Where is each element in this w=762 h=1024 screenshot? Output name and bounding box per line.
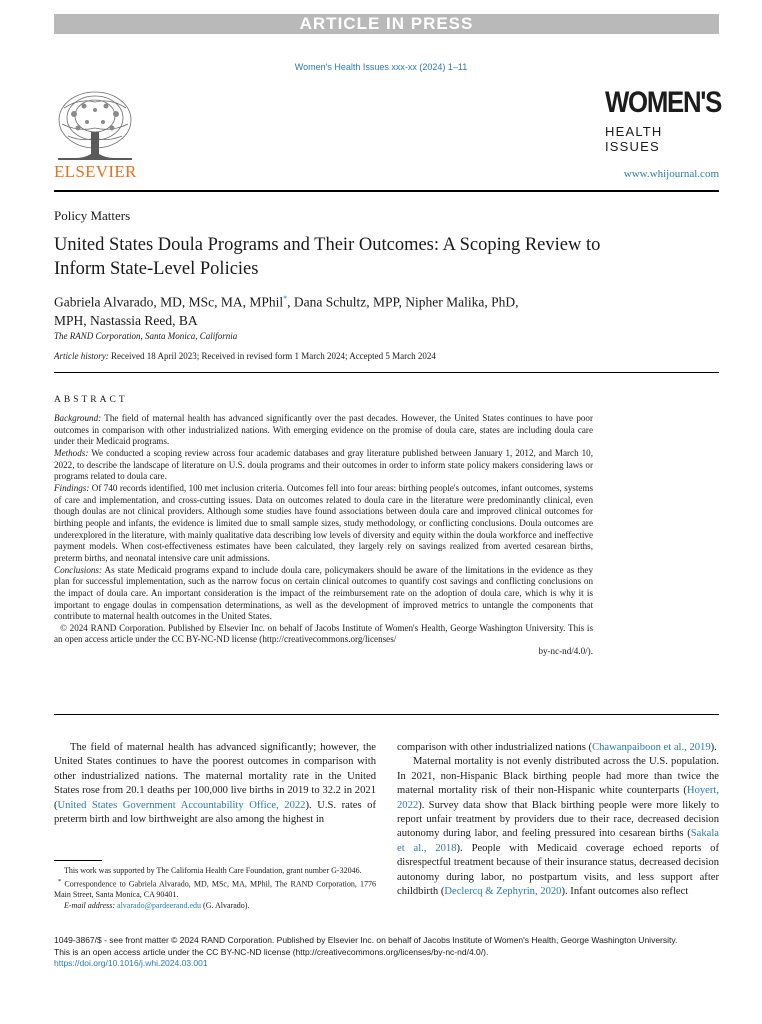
journal-logo-line2: HEALTH ISSUES — [605, 124, 663, 154]
body-text: ). Survey data show that Black birthing people were more likely to report unfair treatment by providers due to their race, decreased decision autonomy during labor, and feeling pressured into cesarean births ( — [397, 799, 719, 840]
body-paragraph — [397, 741, 719, 755]
background-text: The field of maternal health has advanced significantly over the past decades. However, the United States continues to have poor outcomes in comparison with other industrialized nations. With emerging evidence on the promise of doula care, states are including doula care under their Medicaid programs. — [54, 413, 593, 447]
conclusions-label: Conclusions: — [54, 564, 102, 575]
first-author: Gabriela Alvarado, MD, MSc, MA, MPhil — [54, 294, 284, 310]
body-column-right — [397, 741, 719, 899]
body-column-left — [54, 741, 376, 827]
body-text: Maternal mortality is not evenly distributed across the U.S. population. In 2021, non-Hispanic Black birthing people had more than twice the maternal mortality risk of their non-Hispanic white counterparts ( — [397, 756, 719, 797]
journal-logo — [605, 86, 722, 154]
body-text: ). Infant outcomes also reflect — [561, 886, 689, 898]
journal-url-link[interactable]: www.whijournal.com — [623, 168, 719, 180]
abstract-conclusions — [54, 565, 593, 623]
correspondence-mark: * — [58, 877, 62, 885]
other-authors: , Dana Schultz, MPP, Nipher Malika, PhD, MPH, Nastassia Reed, BA — [54, 294, 519, 328]
body-paragraph — [397, 755, 719, 899]
methods-text: We conducted a scoping review across four academic databases and gray literature published between January 1, 2012, and March 10, 2022, to describe the landscape of literature on U.S. doula programs and their outcomes in order to inform state policy makers considering laws or programs related to doula care. — [54, 447, 593, 482]
citation-link[interactable]: Declercq & Zephyrin, 2020 — [444, 886, 562, 898]
body-text: comparison with other industrialized nations ( — [397, 742, 593, 753]
article-in-press-banner: ARTICLE IN PRESS — [54, 14, 719, 34]
footnote-divider — [54, 860, 102, 861]
abstract-license-link[interactable]: by-nc-nd/4.0/). — [538, 646, 593, 657]
abstract-bottom-divider — [54, 714, 719, 715]
body-text: ). — [710, 742, 717, 753]
history-label: Article history: — [54, 351, 109, 361]
funding-footnote: This work was supported by The California Health Care Foundation, grant number G-32046. — [64, 866, 362, 875]
corresponding-author-mark[interactable]: * — [283, 294, 288, 303]
email-suffix: (G. Alvarado). — [201, 901, 250, 911]
body-text: ). People with Medicaid coverage echoed reports of disrespectful treatment because of their insurance status, decreased decision autonomy during labor, no postpartum visits, and less support after childbirth ( — [397, 842, 719, 898]
front-matter-line: 1049-3867/$ - see front matter © 2024 RAND Corporation. Published by Elsevier Inc. on behalf of Jacobs Institute of Women's Health, George Washington University. — [54, 935, 678, 945]
article-history — [54, 351, 436, 361]
conclusions-text: As state Medicaid programs expand to include doula care, policymakers should be aware of the limitations in the evidence as they plan for successful implementation, such as the narrow focus on certain clinical outcomes to quantify cost savings and conflicting conclusions on the impact of doula care. An important consideration is the impact of the reimbursement rate on the adoption of doula care, which is why it is important to engage doulas in compensation determinations, as well as the development of improved metrics to untangle the components that contribute to maternal health outcomes in the United States. — [54, 564, 593, 622]
doi-link[interactable]: https://doi.org/10.1016/j.whi.2024.03.001 — [54, 958, 208, 968]
background-label: Background: — [54, 413, 102, 423]
email-footnote — [54, 901, 376, 912]
journal-logo-line1: WOMEN'S — [605, 86, 722, 119]
email-link[interactable]: alvarado@pardeerand.edu — [117, 901, 202, 911]
affiliation: The RAND Corporation, Santa Monica, California — [54, 331, 238, 341]
abstract-heading: ABSTRACT — [54, 395, 128, 405]
article-title: United States Doula Programs and Their Outcomes: A Scoping Review to Inform State-Level Policies — [54, 235, 601, 279]
header-divider — [54, 190, 719, 192]
abstract-findings — [54, 483, 593, 565]
methods-label: Methods: — [54, 447, 89, 458]
section-label: Policy Matters — [54, 208, 131, 223]
findings-text: Of 740 records identified, 100 met inclusion criteria. Outcomes fell into four areas: birthing people's outcomes, infant outcomes, systems of care and implementation, and cross-cutting issues. Data on outcomes related to doula care in the literature were predominantly clinical, even though doulas are not clinical providers. Although some studies have found associations between doula care and improved clinical outcomes for birthing people and infants, the evidence is limited due to small sample sizes, study methodology, or conflicting conclusions. Doula outcomes are underexplored in the literature, with mainly qualitative data describing low levels of diversity and equity within the doula workforce and ineffective payment models. When cost-effectiveness estimates have been calculated, they largely rely on savings realized from averted cesarean births, preterm births, and neonatal intensive care unit admissions. — [54, 482, 593, 563]
citation-link[interactable]: United States Government Accountability Office, 2022 — [57, 799, 306, 811]
abstract-body — [54, 413, 593, 658]
citation-link[interactable]: Sakala et al., 2018 — [397, 828, 719, 854]
footnotes — [54, 866, 376, 912]
abstract-methods — [54, 448, 593, 483]
author-list — [54, 290, 534, 331]
email-label: E-mail address: — [64, 901, 116, 911]
journal-citation-link[interactable]: Women's Health Issues xxx-xx (2024) 1–11 — [294, 62, 468, 72]
abstract-copyright: © 2024 RAND Corporation. Published by Elsevier Inc. on behalf of Jacobs Institute of Women's Health, George Washington University. This is an open access article under the CC BY-NC-ND license (http://creativecommons.org/licenses/ — [54, 622, 593, 645]
license-line: This is an open access article under the CC BY-NC-ND license (http://creativecommons.org/licenses/by-nc-nd/4.0/). — [54, 946, 489, 957]
abstract-background — [54, 413, 593, 448]
history-dates: Received 18 April 2023; Received in revised form 1 March 2024; Accepted 5 March 2024 — [108, 351, 436, 361]
findings-label: Findings: — [54, 482, 90, 493]
correspondence-text: Correspondence to Gabriela Alvarado, MD, MSc, MA, MPhil, The RAND Corporation, 1776 Main Street, Santa Monica, CA 90401. — [54, 879, 376, 900]
elsevier-wordmark: ELSEVIER — [54, 162, 137, 181]
correspondence-footnote — [54, 877, 376, 901]
body-text: The field of maternal health has advanced significantly; however, the United States continues to have the poorest outcomes in comparison with other industrialized nations. The maternal mortality rate in the United States rose from 20.1 deaths per 100,000 live births in 2019 to 32.2 in 2021 ( — [54, 742, 376, 811]
citation-link[interactable]: Chawanpaiboon et al., 2019 — [592, 742, 711, 753]
citation-link[interactable]: Hoyert, 2022 — [397, 785, 719, 811]
body-text: ). U.S. rates of preterm birth and low birthweight are also among the highest in — [54, 799, 376, 826]
body-paragraph — [54, 741, 376, 827]
front-matter-footer — [54, 935, 719, 970]
abstract-top-divider — [54, 372, 719, 373]
